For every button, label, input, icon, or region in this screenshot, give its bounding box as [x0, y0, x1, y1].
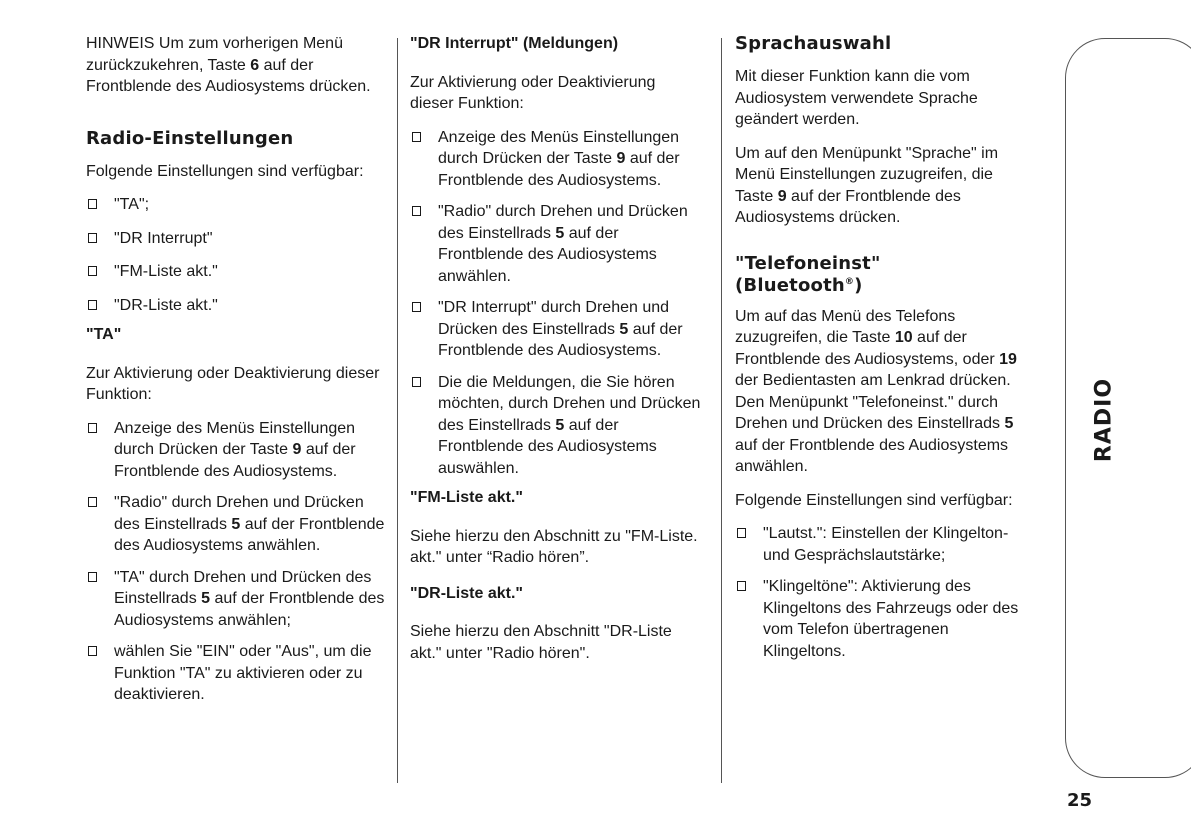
- phone-intro: Folgende Einstellungen sind verfügbar:: [735, 491, 1013, 509]
- checkbox-bullet-icon: [88, 300, 97, 310]
- fm-list-text: Siehe hierzu den Abschnitt zu "FM-Liste. akt." unter “Radio hören”.: [410, 527, 698, 566]
- column-3: [735, 33, 1035, 672]
- language-paragraph-2: Um auf den Menüpunkt "Sprache" im Menü Einstellungen zuzugreifen, die Taste 9 auf der Frontblende des Audiosystems drücken.: [735, 144, 999, 226]
- list-item: "FM-Liste akt.": [86, 261, 386, 283]
- list-item: "TA";: [86, 194, 386, 216]
- column-divider: [721, 38, 722, 783]
- checkbox-bullet-icon: [88, 199, 97, 209]
- ta-intro: Zur Aktivierung oder Deaktivierung dieser Funktion:: [86, 364, 380, 403]
- list-item: wählen Sie "EIN" oder "Aus", um die Funktion "TA" zu aktivieren oder zu deaktivieren.: [86, 641, 386, 706]
- list-item: "Klingeltöne": Aktivierung des Klingeltons des Fahrzeugs oder des vom Telefon übertragenen Klingeltons.: [735, 576, 1035, 662]
- ta-heading: "TA": [86, 326, 122, 343]
- page-number: 25: [1067, 790, 1093, 811]
- radio-settings-heading: Radio-Einstellungen: [86, 127, 294, 149]
- dr-interrupt-intro: Zur Aktivierung oder Deaktivierung dieser Funktion:: [410, 73, 656, 112]
- column-2: [410, 33, 702, 676]
- list-item: "DR-Liste akt.": [86, 295, 386, 317]
- phone-settings-list: [735, 523, 1035, 662]
- language-paragraph-1: Mit dieser Funktion kann die vom Audiosystem verwendete Sprache geändert werden.: [735, 68, 978, 128]
- list-item: "DR Interrupt" durch Drehen und Drücken des Einstellrads 5 auf der Frontblende des Audiosystems.: [410, 297, 702, 362]
- checkbox-bullet-icon: [88, 233, 97, 243]
- radio-settings-list: [86, 194, 386, 316]
- dr-list-heading: "DR-Liste akt.": [410, 584, 523, 602]
- radio-settings-intro: Folgende Einstellungen sind verfügbar:: [86, 162, 364, 180]
- list-item: "Lautst.": Einstellen der Klingelton- und Gesprächslautstärke;: [735, 523, 1035, 566]
- list-item: "TA" durch Drehen und Drücken des Einstellrads 5 auf der Frontblende des Audiosystems anwählen;: [86, 567, 386, 632]
- checkbox-bullet-icon: [412, 132, 421, 142]
- list-item: Anzeige des Menüs Einstellungen durch Drücken der Taste 9 auf der Frontblende des Audiosystems.: [86, 418, 386, 483]
- checkbox-bullet-icon: [412, 206, 421, 216]
- note-paragraph: HINWEIS Um zum vorherigen Menü zurückzukehren, Taste 6 auf der Frontblende des Audiosystems drücken.: [86, 35, 371, 95]
- fm-list-heading: "FM-Liste akt.": [410, 489, 523, 506]
- dr-interrupt-heading: "DR Interrupt" (Meldungen): [410, 35, 619, 52]
- ta-steps: [86, 418, 386, 706]
- list-item: Anzeige des Menüs Einstellungen durch Drücken der Taste 9 auf der Frontblende des Audiosystems.: [410, 127, 702, 192]
- checkbox-bullet-icon: [88, 646, 97, 656]
- checkbox-bullet-icon: [412, 302, 421, 312]
- phone-paragraph: Um auf das Menü des Telefons zuzugreifen, die Taste 10 auf der Frontblende des Audiosystems, oder 19 der Bedientasten am Lenkrad drücken. Den Menüpunkt "Telefoneinst." durch Drehen und Drücken des Einstellrads 5 auf der Frontblende des Audiosystems anwählen.: [735, 307, 1017, 475]
- checkbox-bullet-icon: [88, 497, 97, 507]
- checkbox-bullet-icon: [737, 581, 746, 591]
- list-item: "Radio" durch Drehen und Drücken des Einstellrads 5 auf der Frontblende des Audiosystems anwählen.: [86, 492, 386, 557]
- checkbox-bullet-icon: [88, 572, 97, 582]
- list-item: "Radio" durch Drehen und Drücken des Einstellrads 5 auf der Frontblende des Audiosystems anwählen.: [410, 201, 702, 287]
- side-tab-text: RADIO: [1091, 377, 1117, 463]
- checkbox-bullet-icon: [412, 377, 421, 387]
- phone-settings-heading: "Telefoneinst" (Bluetooth®): [735, 252, 881, 296]
- list-item: Die die Meldungen, die Sie hören möchten, durch Drehen und Drücken des Einstellrads 5 auf der Frontblende des Audiosystems auswählen.: [410, 372, 702, 480]
- list-item: "DR Interrupt": [86, 228, 386, 250]
- dr-list-text: Siehe hierzu den Abschnitt "DR-Liste akt." unter "Radio hören".: [410, 623, 672, 662]
- column-divider: [397, 38, 398, 783]
- checkbox-bullet-icon: [88, 423, 97, 433]
- column-1: [86, 33, 386, 716]
- checkbox-bullet-icon: [88, 266, 97, 276]
- checkbox-bullet-icon: [737, 528, 746, 538]
- side-tab-frame: [1065, 38, 1191, 778]
- dr-interrupt-steps: [410, 127, 702, 480]
- language-heading: Sprachauswahl: [735, 33, 892, 54]
